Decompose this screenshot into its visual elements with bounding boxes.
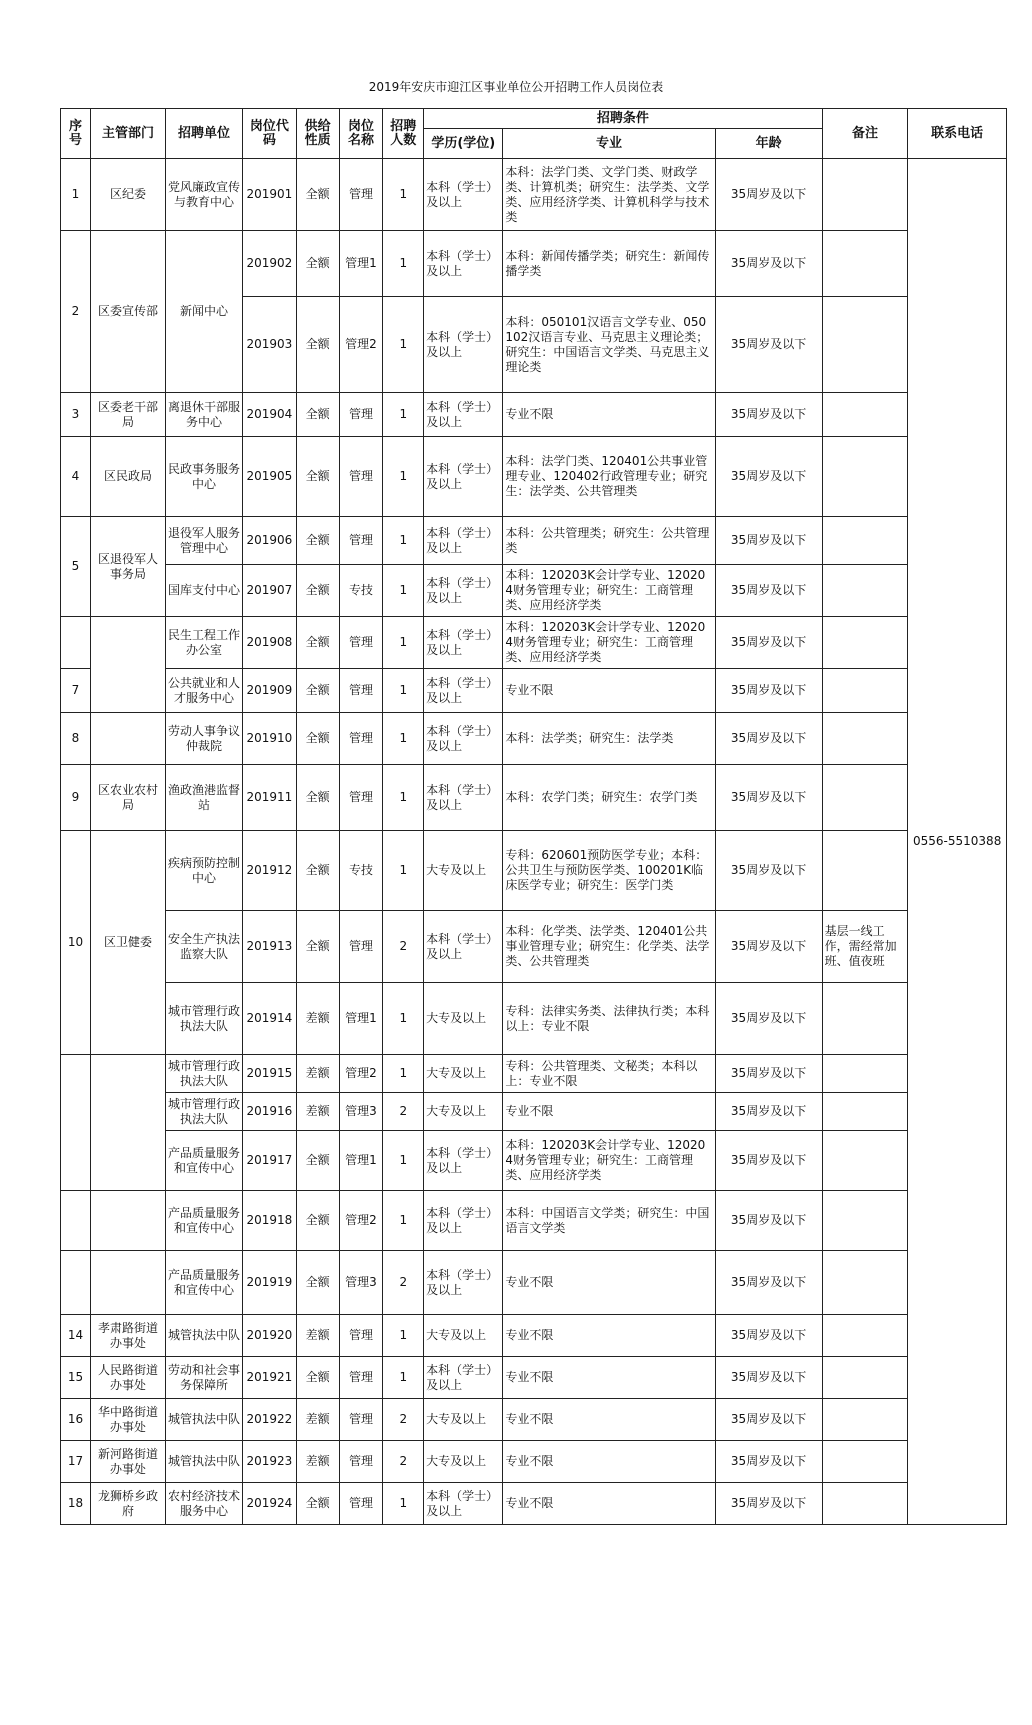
funding-cell: 全额 xyxy=(296,713,339,765)
count-cell: 2 xyxy=(383,1251,424,1315)
post-cell: 管理 xyxy=(339,1441,383,1483)
remark-cell xyxy=(822,1357,908,1399)
code-cell: 201907 xyxy=(243,565,297,617)
age-cell: 35周岁及以下 xyxy=(715,1191,822,1251)
funding-cell: 差额 xyxy=(296,1315,339,1357)
funding-cell: 差额 xyxy=(296,1093,339,1131)
code-cell: 201903 xyxy=(243,297,297,393)
age-cell: 35周岁及以下 xyxy=(715,231,822,297)
header-phone: 联系电话 xyxy=(908,109,1007,159)
code-cell: 201912 xyxy=(243,831,297,911)
table-row xyxy=(61,713,1007,765)
table-row xyxy=(61,765,1007,831)
seq-cell xyxy=(61,1251,91,1315)
dept-cell xyxy=(90,713,165,765)
dept-cell xyxy=(90,1191,165,1251)
funding-cell: 全额 xyxy=(296,911,339,983)
unit-cell: 劳动和社会事务保障所 xyxy=(165,1357,242,1399)
seq-cell xyxy=(61,617,91,669)
education-cell: 本科（学士）及以上 xyxy=(424,669,503,713)
seq-cell: 15 xyxy=(61,1357,91,1399)
post-cell: 管理 xyxy=(339,911,383,983)
code-cell: 201920 xyxy=(243,1315,297,1357)
code-cell: 201902 xyxy=(243,231,297,297)
age-cell: 35周岁及以下 xyxy=(715,1093,822,1131)
seq-cell: 9 xyxy=(61,765,91,831)
count-cell: 1 xyxy=(383,297,424,393)
code-cell: 201915 xyxy=(243,1055,297,1093)
funding-cell: 全额 xyxy=(296,231,339,297)
table-row xyxy=(61,159,1007,231)
age-cell: 35周岁及以下 xyxy=(715,393,822,437)
count-cell: 1 xyxy=(383,983,424,1055)
dept-cell: 孝肃路街道办事处 xyxy=(90,1315,165,1357)
age-cell: 35周岁及以下 xyxy=(715,617,822,669)
unit-cell: 产品质量服务和宣传中心 xyxy=(165,1131,242,1191)
post-cell: 专技 xyxy=(339,565,383,617)
major-cell: 本科：法学门类、120401公共事业管理专业、120402行政管理专业；研究生：法学类、公共管理类 xyxy=(503,437,715,517)
count-cell: 2 xyxy=(383,911,424,983)
remark-cell xyxy=(822,1093,908,1131)
table-row xyxy=(61,1191,1007,1251)
unit-cell: 国库支付中心 xyxy=(165,565,242,617)
major-cell: 专业不限 xyxy=(503,669,715,713)
count-cell: 1 xyxy=(383,393,424,437)
header-seq: 序号 xyxy=(61,109,91,159)
funding-cell: 全额 xyxy=(296,159,339,231)
table-row xyxy=(61,1093,1007,1131)
count-cell: 1 xyxy=(383,669,424,713)
seq-cell: 16 xyxy=(61,1399,91,1441)
unit-cell: 城市管理行政执法大队 xyxy=(165,1055,242,1093)
unit-cell: 疾病预防控制中心 xyxy=(165,831,242,911)
age-cell: 35周岁及以下 xyxy=(715,765,822,831)
dept-cell: 新河路街道办事处 xyxy=(90,1441,165,1483)
remark-cell xyxy=(822,437,908,517)
funding-cell: 差额 xyxy=(296,1399,339,1441)
code-cell: 201906 xyxy=(243,517,297,565)
education-cell: 本科（学士）及以上 xyxy=(424,1483,503,1525)
education-cell: 本科（学士）及以上 xyxy=(424,911,503,983)
remark-cell xyxy=(822,1055,908,1093)
table-row xyxy=(61,983,1007,1055)
unit-cell: 城管执法中队 xyxy=(165,1441,242,1483)
major-cell: 本科：法学类；研究生：法学类 xyxy=(503,713,715,765)
age-cell: 35周岁及以下 xyxy=(715,1441,822,1483)
code-cell: 201917 xyxy=(243,1131,297,1191)
age-cell: 35周岁及以下 xyxy=(715,911,822,983)
remark-cell xyxy=(822,1131,908,1191)
post-cell: 管理 xyxy=(339,1315,383,1357)
table-row xyxy=(61,669,1007,713)
post-cell: 管理 xyxy=(339,159,383,231)
post-cell: 管理 xyxy=(339,1399,383,1441)
remark-cell xyxy=(822,1315,908,1357)
age-cell: 35周岁及以下 xyxy=(715,297,822,393)
major-cell: 本科：120203K会计学专业、120204财务管理专业；研究生：工商管理类、应用经济学类 xyxy=(503,565,715,617)
education-cell: 本科（学士）及以上 xyxy=(424,1251,503,1315)
seq-cell: 4 xyxy=(61,437,91,517)
seq-cell: 7 xyxy=(61,669,91,713)
education-cell: 本科（学士）及以上 xyxy=(424,1357,503,1399)
major-cell: 本科：法学门类、文学门类、财政学类、计算机类；研究生：法学类、文学类、应用经济学类、计算机科学与技术类 xyxy=(503,159,715,231)
header-major: 专业 xyxy=(503,129,715,159)
dept-cell: 区委老干部局 xyxy=(90,393,165,437)
education-cell: 本科（学士）及以上 xyxy=(424,517,503,565)
dept-cell: 区纪委 xyxy=(90,159,165,231)
major-cell: 专业不限 xyxy=(503,1357,715,1399)
seq-cell xyxy=(61,1055,91,1191)
code-cell: 201908 xyxy=(243,617,297,669)
code-cell: 201923 xyxy=(243,1441,297,1483)
funding-cell: 全额 xyxy=(296,517,339,565)
dept-cell: 区卫健委 xyxy=(90,831,165,1055)
code-cell: 201910 xyxy=(243,713,297,765)
education-cell: 大专及以上 xyxy=(424,1441,503,1483)
education-cell: 大专及以上 xyxy=(424,831,503,911)
post-cell: 专技 xyxy=(339,831,383,911)
count-cell: 1 xyxy=(383,1131,424,1191)
header-unit: 招聘单位 xyxy=(165,109,242,159)
code-cell: 201913 xyxy=(243,911,297,983)
code-cell: 201924 xyxy=(243,1483,297,1525)
age-cell: 35周岁及以下 xyxy=(715,1399,822,1441)
count-cell: 1 xyxy=(383,617,424,669)
unit-cell: 产品质量服务和宣传中心 xyxy=(165,1191,242,1251)
code-cell: 201911 xyxy=(243,765,297,831)
unit-cell: 城管执法中队 xyxy=(165,1315,242,1357)
remark-cell xyxy=(822,617,908,669)
remark-cell xyxy=(822,159,908,231)
positions-table-body xyxy=(61,159,1007,1525)
post-cell: 管理 xyxy=(339,1357,383,1399)
post-cell: 管理 xyxy=(339,713,383,765)
major-cell: 专业不限 xyxy=(503,393,715,437)
funding-cell: 全额 xyxy=(296,565,339,617)
age-cell: 35周岁及以下 xyxy=(715,983,822,1055)
funding-cell: 全额 xyxy=(296,669,339,713)
table-row xyxy=(61,831,1007,911)
age-cell: 35周岁及以下 xyxy=(715,1131,822,1191)
remark-cell xyxy=(822,983,908,1055)
age-cell: 35周岁及以下 xyxy=(715,831,822,911)
count-cell: 1 xyxy=(383,565,424,617)
header-code: 岗位代码 xyxy=(243,109,297,159)
education-cell: 本科（学士）及以上 xyxy=(424,393,503,437)
code-cell: 201904 xyxy=(243,393,297,437)
funding-cell: 全额 xyxy=(296,617,339,669)
dept-cell: 龙狮桥乡政府 xyxy=(90,1483,165,1525)
table-row xyxy=(61,1251,1007,1315)
positions-table xyxy=(60,108,1007,1525)
age-cell: 35周岁及以下 xyxy=(715,1251,822,1315)
education-cell: 大专及以上 xyxy=(424,1093,503,1131)
count-cell: 1 xyxy=(383,1191,424,1251)
major-cell: 本科：120203K会计学专业、120204财务管理专业；研究生：工商管理类、应用经济学类 xyxy=(503,1131,715,1191)
dept-cell: 区农业农村局 xyxy=(90,765,165,831)
funding-cell: 全额 xyxy=(296,1131,339,1191)
post-cell: 管理1 xyxy=(339,983,383,1055)
major-cell: 专业不限 xyxy=(503,1441,715,1483)
table-row xyxy=(61,1315,1007,1357)
code-cell: 201901 xyxy=(243,159,297,231)
major-cell: 专业不限 xyxy=(503,1399,715,1441)
seq-cell xyxy=(61,1191,91,1251)
post-cell: 管理 xyxy=(339,393,383,437)
code-cell: 201919 xyxy=(243,1251,297,1315)
major-cell: 专科：公共管理类、文秘类；本科以上：专业不限 xyxy=(503,1055,715,1093)
count-cell: 2 xyxy=(383,1399,424,1441)
remark-cell xyxy=(822,1191,908,1251)
table-row xyxy=(61,911,1007,983)
major-cell: 专业不限 xyxy=(503,1251,715,1315)
age-cell: 35周岁及以下 xyxy=(715,1315,822,1357)
major-cell: 本科：新闻传播学类；研究生：新闻传播学类 xyxy=(503,231,715,297)
funding-cell: 全额 xyxy=(296,1483,339,1525)
unit-cell: 农村经济技术服务中心 xyxy=(165,1483,242,1525)
code-cell: 201905 xyxy=(243,437,297,517)
header-education: 学历(学位) xyxy=(424,129,503,159)
remark-cell xyxy=(822,1441,908,1483)
education-cell: 本科（学士）及以上 xyxy=(424,1131,503,1191)
funding-cell: 差额 xyxy=(296,1441,339,1483)
education-cell: 本科（学士）及以上 xyxy=(424,437,503,517)
header-count: 招聘人数 xyxy=(383,109,424,159)
code-cell: 201909 xyxy=(243,669,297,713)
remark-cell xyxy=(822,393,908,437)
header-remark: 备注 xyxy=(822,109,908,159)
funding-cell: 全额 xyxy=(296,765,339,831)
age-cell: 35周岁及以下 xyxy=(715,437,822,517)
remark-cell xyxy=(822,669,908,713)
seq-cell: 3 xyxy=(61,393,91,437)
post-cell: 管理 xyxy=(339,437,383,517)
funding-cell: 全额 xyxy=(296,297,339,393)
unit-cell: 退役军人服务管理中心 xyxy=(165,517,242,565)
table-row xyxy=(61,393,1007,437)
major-cell: 专业不限 xyxy=(503,1093,715,1131)
count-cell: 1 xyxy=(383,831,424,911)
header-post: 岗位名称 xyxy=(339,109,383,159)
age-cell: 35周岁及以下 xyxy=(715,1483,822,1525)
education-cell: 本科（学士）及以上 xyxy=(424,765,503,831)
phone-cell: 0556-5510388 xyxy=(908,159,1007,1525)
major-cell: 本科：050101汉语言文学专业、050102汉语言专业、马克思主义理论类；研究生：中国语言文学类、马克思主义理论类 xyxy=(503,297,715,393)
seq-cell: 2 xyxy=(61,231,91,393)
remark-cell: 基层一线工作，需经常加班、值夜班 xyxy=(822,911,908,983)
post-cell: 管理3 xyxy=(339,1093,383,1131)
education-cell: 本科（学士）及以上 xyxy=(424,713,503,765)
table-row xyxy=(61,565,1007,617)
age-cell: 35周岁及以下 xyxy=(715,159,822,231)
funding-cell: 全额 xyxy=(296,1191,339,1251)
unit-cell: 民生工程工作办公室 xyxy=(165,617,242,669)
page-title: 2019年安庆市迎江区事业单位公开招聘工作人员岗位表 xyxy=(368,80,664,94)
dept-cell xyxy=(90,1055,165,1191)
dept-cell: 华中路街道办事处 xyxy=(90,1399,165,1441)
post-cell: 管理 xyxy=(339,1483,383,1525)
funding-cell: 全额 xyxy=(296,1357,339,1399)
age-cell: 35周岁及以下 xyxy=(715,669,822,713)
major-cell: 本科：化学类、法学类、120401公共事业管理专业；研究生：化学类、法学类、公共管理类 xyxy=(503,911,715,983)
age-cell: 35周岁及以下 xyxy=(715,1357,822,1399)
table-row xyxy=(61,437,1007,517)
count-cell: 1 xyxy=(383,1315,424,1357)
seq-cell: 10 xyxy=(61,831,91,1055)
funding-cell: 全额 xyxy=(296,437,339,517)
dept-cell xyxy=(90,1251,165,1315)
remark-cell xyxy=(822,565,908,617)
remark-cell xyxy=(822,231,908,297)
remark-cell xyxy=(822,713,908,765)
count-cell: 1 xyxy=(383,517,424,565)
remark-cell xyxy=(822,297,908,393)
post-cell: 管理1 xyxy=(339,1131,383,1191)
unit-cell: 产品质量服务和宣传中心 xyxy=(165,1251,242,1315)
age-cell: 35周岁及以下 xyxy=(715,517,822,565)
unit-cell: 城管执法中队 xyxy=(165,1399,242,1441)
education-cell: 本科（学士）及以上 xyxy=(424,231,503,297)
major-cell: 专科：法律实务类、法律执行类；本科以上：专业不限 xyxy=(503,983,715,1055)
seq-cell: 1 xyxy=(61,159,91,231)
dept-cell: 区委宣传部 xyxy=(90,231,165,393)
unit-cell: 渔政渔港监督站 xyxy=(165,765,242,831)
unit-cell: 城市管理行政执法大队 xyxy=(165,983,242,1055)
header-age: 年龄 xyxy=(715,129,822,159)
funding-cell: 全额 xyxy=(296,1251,339,1315)
education-cell: 本科（学士）及以上 xyxy=(424,297,503,393)
dept-cell: 区民政局 xyxy=(90,437,165,517)
remark-cell xyxy=(822,831,908,911)
post-cell: 管理 xyxy=(339,517,383,565)
count-cell: 1 xyxy=(383,1357,424,1399)
table-row xyxy=(61,1399,1007,1441)
remark-cell xyxy=(822,1251,908,1315)
code-cell: 201922 xyxy=(243,1399,297,1441)
education-cell: 大专及以上 xyxy=(424,1399,503,1441)
unit-cell: 公共就业和人才服务中心 xyxy=(165,669,242,713)
dept-cell: 人民路街道办事处 xyxy=(90,1357,165,1399)
remark-cell xyxy=(822,765,908,831)
table-row xyxy=(61,1055,1007,1093)
unit-cell: 民政事务服务中心 xyxy=(165,437,242,517)
post-cell: 管理3 xyxy=(339,1251,383,1315)
table-row xyxy=(61,517,1007,565)
count-cell: 2 xyxy=(383,1093,424,1131)
dept-cell xyxy=(90,617,165,713)
post-cell: 管理2 xyxy=(339,1191,383,1251)
funding-cell: 全额 xyxy=(296,831,339,911)
age-cell: 35周岁及以下 xyxy=(715,1055,822,1093)
education-cell: 本科（学士）及以上 xyxy=(424,565,503,617)
post-cell: 管理 xyxy=(339,765,383,831)
major-cell: 本科：农学门类；研究生：农学门类 xyxy=(503,765,715,831)
count-cell: 1 xyxy=(383,1483,424,1525)
seq-cell: 14 xyxy=(61,1315,91,1357)
major-cell: 本科：公共管理类；研究生：公共管理类 xyxy=(503,517,715,565)
seq-cell: 17 xyxy=(61,1441,91,1483)
count-cell: 1 xyxy=(383,713,424,765)
seq-cell: 5 xyxy=(61,517,91,617)
code-cell: 201916 xyxy=(243,1093,297,1131)
unit-cell: 安全生产执法监察大队 xyxy=(165,911,242,983)
unit-cell: 党风廉政宣传与教育中心 xyxy=(165,159,242,231)
header-conditions: 招聘条件 xyxy=(424,109,823,129)
unit-cell: 城市管理行政执法大队 xyxy=(165,1093,242,1131)
count-cell: 1 xyxy=(383,159,424,231)
major-cell: 专科：620601预防医学专业；本科：公共卫生与预防医学类、100201K临床医学专业；研究生：医学门类 xyxy=(503,831,715,911)
funding-cell: 差额 xyxy=(296,1055,339,1093)
code-cell: 201921 xyxy=(243,1357,297,1399)
post-cell: 管理 xyxy=(339,617,383,669)
major-cell: 专业不限 xyxy=(503,1483,715,1525)
funding-cell: 差额 xyxy=(296,983,339,1055)
seq-cell: 8 xyxy=(61,713,91,765)
major-cell: 专业不限 xyxy=(503,1315,715,1357)
major-cell: 本科：中国语言文学类；研究生：中国语言文学类 xyxy=(503,1191,715,1251)
dept-cell: 区退役军人事务局 xyxy=(90,517,165,617)
count-cell: 2 xyxy=(383,1441,424,1483)
age-cell: 35周岁及以下 xyxy=(715,565,822,617)
funding-cell: 全额 xyxy=(296,393,339,437)
table-row xyxy=(61,1357,1007,1399)
remark-cell xyxy=(822,1483,908,1525)
seq-cell: 18 xyxy=(61,1483,91,1525)
table-row xyxy=(61,1441,1007,1483)
unit-cell: 离退休干部服务中心 xyxy=(165,393,242,437)
post-cell: 管理 xyxy=(339,669,383,713)
unit-cell: 新闻中心 xyxy=(165,231,242,393)
age-cell: 35周岁及以下 xyxy=(715,713,822,765)
count-cell: 1 xyxy=(383,437,424,517)
header-dept: 主管部门 xyxy=(90,109,165,159)
table-row xyxy=(61,617,1007,669)
count-cell: 1 xyxy=(383,1055,424,1093)
header-funding: 供给性质 xyxy=(296,109,339,159)
education-cell: 大专及以上 xyxy=(424,983,503,1055)
education-cell: 本科（学士）及以上 xyxy=(424,159,503,231)
education-cell: 本科（学士）及以上 xyxy=(424,1191,503,1251)
education-cell: 本科（学士）及以上 xyxy=(424,617,503,669)
code-cell: 201918 xyxy=(243,1191,297,1251)
count-cell: 1 xyxy=(383,765,424,831)
remark-cell xyxy=(822,517,908,565)
remark-cell xyxy=(822,1399,908,1441)
table-row xyxy=(61,1131,1007,1191)
post-cell: 管理2 xyxy=(339,1055,383,1093)
education-cell: 大专及以上 xyxy=(424,1315,503,1357)
table-row xyxy=(61,231,1007,297)
post-cell: 管理2 xyxy=(339,297,383,393)
table-row xyxy=(61,1483,1007,1525)
count-cell: 1 xyxy=(383,231,424,297)
education-cell: 大专及以上 xyxy=(424,1055,503,1093)
unit-cell: 劳动人事争议仲裁院 xyxy=(165,713,242,765)
post-cell: 管理1 xyxy=(339,231,383,297)
major-cell: 本科：120203K会计学专业、120204财务管理专业；研究生：工商管理类、应用经济学类 xyxy=(503,617,715,669)
code-cell: 201914 xyxy=(243,983,297,1055)
